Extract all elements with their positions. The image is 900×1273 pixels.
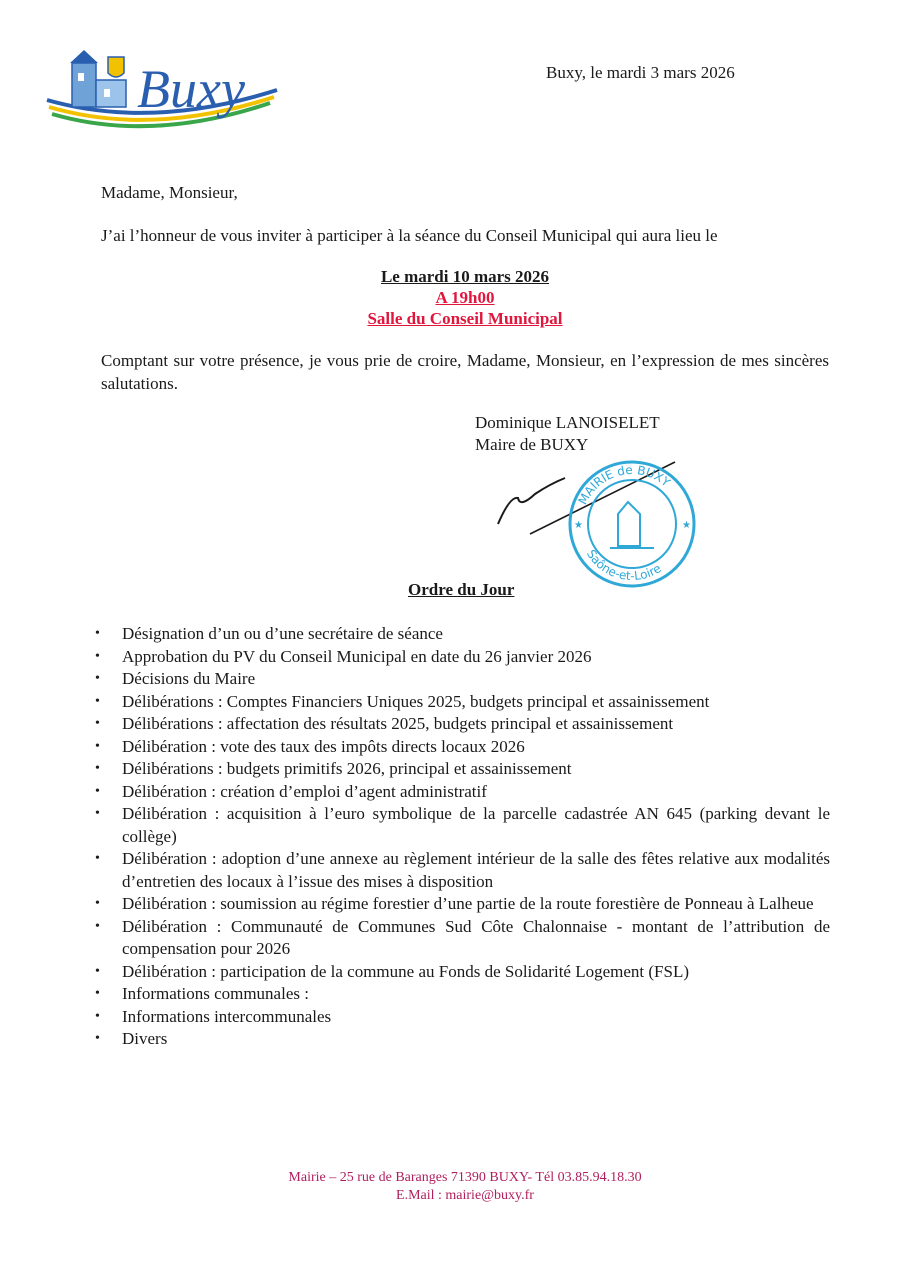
bullet-icon: • [95, 648, 100, 664]
bullet-icon: • [95, 806, 100, 821]
agenda-item [95, 736, 830, 759]
stamp-bottom-text: Saône-et-Loire [583, 547, 664, 584]
bullet-icon: • [95, 1031, 100, 1046]
bullet-icon: • [95, 896, 100, 911]
signatory-title: Maire de BUXY [475, 435, 589, 454]
agenda-item [95, 916, 830, 961]
agenda-item-text: Délibération : participation de la commune au Fonds de Solidarité Logement (FSL) [122, 961, 690, 981]
bullet-icon: • [95, 783, 100, 799]
svg-text:MAIRIE de BUXY [575, 463, 673, 507]
agenda-item [95, 983, 830, 1006]
agenda-item [95, 781, 830, 804]
bullet-icon: • [95, 738, 100, 754]
stamp-top-text: MAIRIE de BUXY [575, 462, 673, 507]
agenda-item [95, 893, 830, 916]
letter-date: Buxy, le mardi 3 mars 2026 [546, 63, 735, 82]
bullet-icon: • [95, 1008, 100, 1024]
buxy-logo [42, 45, 287, 155]
signatory-block [475, 412, 660, 456]
bullet-icon: • [95, 918, 100, 934]
agenda-item [95, 803, 830, 848]
logo-wordmark: Buxy [137, 59, 245, 119]
agenda-item-text: Délibérations : Comptes Financiers Uniques 2025, budgets principal et assainissement [122, 691, 710, 711]
agenda-title: Ordre du Jour [408, 580, 515, 599]
agenda-list [95, 623, 830, 1051]
invitation-text: J’ai l’honneur de vous inviter à participer à la séance du Conseil Municipal qui aura lieu le [101, 226, 718, 245]
agenda-item-text: Délibérations : affectation des résultats 2025, budgets principal et assainissement [122, 714, 674, 733]
agenda-item [95, 691, 830, 714]
signature-graphic [490, 456, 710, 596]
bullet-icon: • [95, 671, 100, 686]
buxy-logo-graphic [42, 45, 287, 155]
agenda-item [95, 848, 830, 893]
agenda-item-text: Délibération : Communauté de Communes Sud Côte Chalonnaise - montant de l’attribution de compensation pour 2026 [122, 916, 830, 958]
agenda-item [95, 646, 830, 669]
bullet-icon: • [95, 761, 100, 776]
svg-text:★: ★ [574, 520, 583, 531]
signatory-name: Dominique LANOISELET [475, 413, 660, 432]
agenda-item-text: Désignation d’un ou d’une secrétaire de séance [122, 624, 443, 643]
bullet-icon: • [95, 986, 100, 1001]
svg-text:★: ★ [682, 520, 691, 531]
closing-paragraph: Comptant sur votre présence, je vous prie de croire, Madame, Monsieur, en l’expression de mes sincères salutations. [101, 351, 829, 393]
signature-stamp [490, 456, 710, 596]
agenda-item-text: Divers [122, 1029, 168, 1048]
agenda-item [95, 758, 830, 781]
agenda-item-text: Décisions du Maire [122, 669, 256, 688]
agenda-item-text: Informations intercommunales [122, 1006, 332, 1026]
footer-address: Mairie – 25 rue de Baranges 71390 BUXY- Tél 03.85.94.18.30 [288, 1170, 642, 1185]
meeting-place: Salle du Conseil Municipal [367, 309, 563, 328]
meeting-date: Le mardi 10 mars 2026 [380, 267, 550, 286]
agenda-item [95, 668, 830, 691]
agenda-item-text: Délibération : soumission au régime forestier d’une partie de la route forestière de Ponneau à Lalheue [122, 894, 814, 913]
bullet-icon: • [95, 963, 100, 979]
agenda-item-text: Informations communales : [122, 984, 309, 1003]
agenda-item [95, 1006, 830, 1029]
agenda-item [95, 961, 830, 984]
agenda-item [95, 713, 830, 736]
bullet-icon: • [95, 716, 100, 731]
agenda-item [95, 623, 830, 646]
bullet-icon: • [95, 851, 100, 866]
agenda-item-text: Délibération : vote des taux des impôts directs locaux 2026 [122, 736, 525, 756]
agenda-item-text: Délibération : création d’emploi d’agent administratif [122, 781, 487, 801]
svg-text:Saône-et-Loire [584, 547, 664, 583]
agenda-item-text: Délibération : acquisition à l’euro symbolique de la parcelle cadastrée AN 645 (parking devant le collège) [122, 804, 830, 846]
agenda-item-text: Approbation du PV du Conseil Municipal en date du 26 janvier 2026 [122, 646, 592, 666]
agenda-item [95, 1028, 830, 1051]
agenda-item-text: Délibération : adoption d’une annexe au règlement intérieur de la salle des fêtes relative aux modalités d’entretien des locaux à l’issue des mises à disposition [122, 849, 830, 891]
bullet-icon: • [95, 693, 100, 709]
meeting-time: A 19h00 [435, 288, 495, 307]
greeting: Madame, Monsieur, [101, 183, 238, 202]
footer-email: E.Mail : mairie@buxy.fr [396, 1188, 534, 1203]
bullet-icon: • [95, 626, 100, 641]
agenda-item-text: Délibérations : budgets primitifs 2026, principal et assainissement [122, 759, 572, 778]
